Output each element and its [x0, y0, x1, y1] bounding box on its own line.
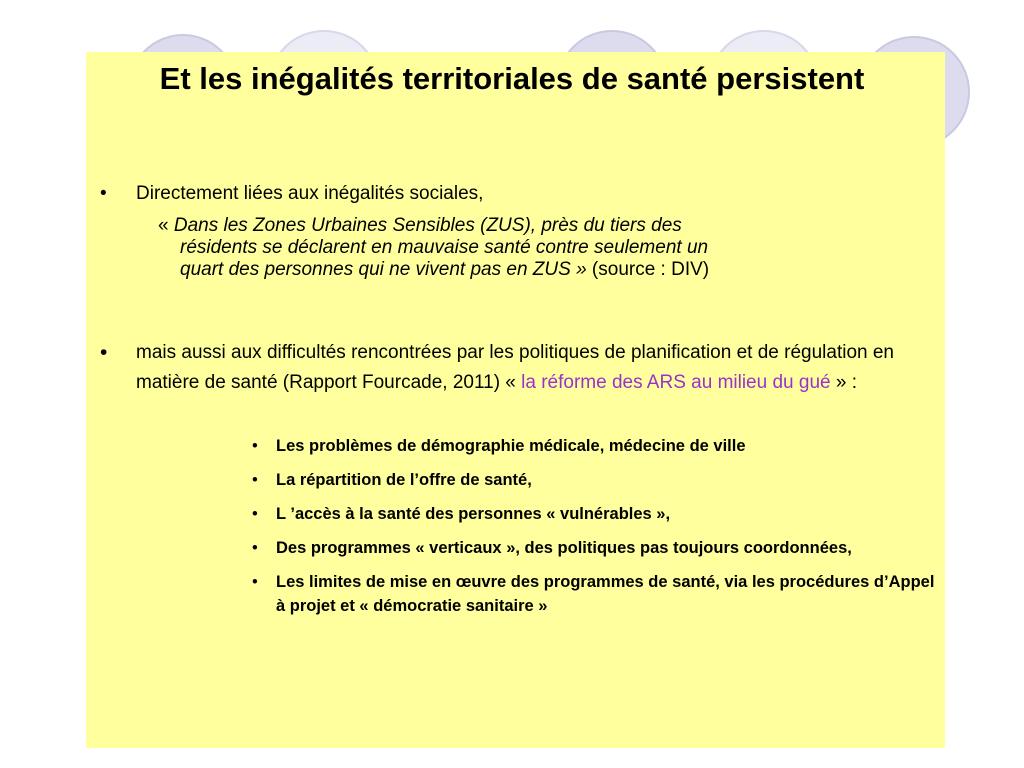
quote-line	[158, 259, 908, 281]
list-item	[250, 536, 940, 560]
sub-bullet-list	[250, 434, 940, 628]
bullet-marker: •	[252, 505, 258, 523]
content-panel	[86, 52, 945, 748]
list-item-text: Les problèmes de démographie médicale, médecine de ville	[276, 437, 746, 455]
quote-text: Dans les Zones Urbaines Sensibles (ZUS), près du tiers des	[173, 215, 682, 236]
bullet-marker: •	[252, 573, 258, 591]
list-item	[250, 468, 940, 492]
quote-line	[158, 237, 908, 259]
list-item	[250, 502, 940, 526]
list-item	[250, 434, 940, 458]
bullet-marker: •	[100, 183, 107, 204]
highlight-text: la réforme des ARS au milieu du gué	[521, 372, 831, 393]
list-item	[250, 570, 940, 618]
quote-open: «	[158, 215, 174, 236]
bullet-text	[136, 338, 926, 398]
quote-text: quart des personnes qui ne vivent pas en ZUS »	[180, 259, 587, 280]
quote-line	[158, 215, 908, 237]
slide-title: Et les inégalités territoriales de santé persistent	[159, 61, 865, 96]
bullet-text: Directement liées aux inégalités sociales,	[136, 183, 484, 204]
bullet-marker: •	[100, 341, 108, 364]
list-item-text: Les limites de mise en œuvre des programmes de santé, via les procédures d’Appel à projet et « démocratie sanitaire »	[276, 573, 935, 615]
bullet-text-part: » :	[830, 372, 857, 393]
bullet-marker: •	[252, 471, 258, 489]
list-item-text: La répartition de l’offre de santé,	[276, 471, 532, 489]
list-item-text: Des programmes « verticaux », des politiques pas toujours coordonnées,	[276, 539, 852, 557]
bullet-text-part: mais aussi aux difficultés rencontrées par les politiques de planification et de régulation en matière de santé (Rapport Fourcade, 2011) «	[136, 342, 894, 393]
quote-source: (source : DIV)	[586, 259, 710, 280]
bullet-marker: •	[252, 539, 258, 557]
quote-text: résidents se déclarent en mauvaise santé contre seulement un	[180, 237, 709, 258]
quotation	[158, 215, 908, 281]
bullet-marker: •	[252, 437, 258, 455]
list-item-text: L ’accès à la santé des personnes « vulnérables »,	[276, 505, 671, 523]
